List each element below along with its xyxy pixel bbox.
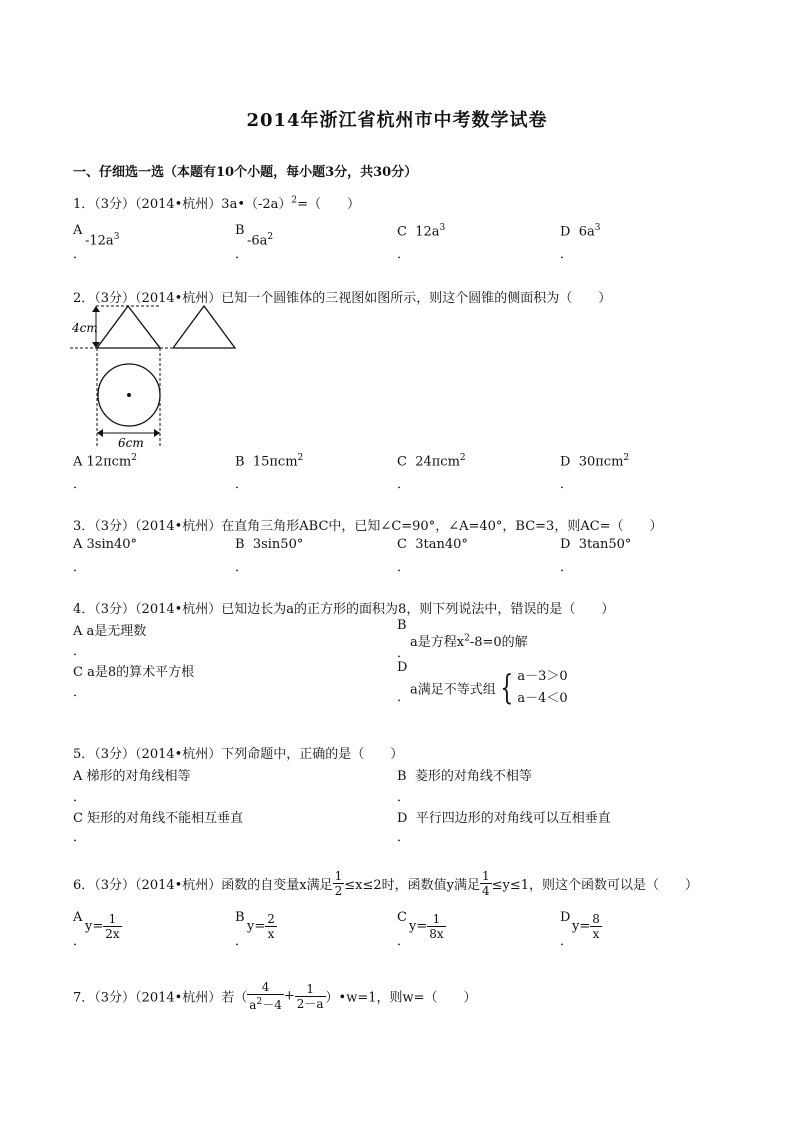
option-dot: ． — [73, 644, 87, 659]
option-b-2: B 15πcm$^2$ — [235, 453, 304, 470]
option-d-5: D 平行四边形的对角线可以互相垂直 — [397, 811, 611, 826]
option-dot: ． — [235, 560, 249, 575]
option-a-1: $-12a^3$ — [85, 232, 120, 249]
option-d-3: D 3tan50° — [560, 537, 632, 552]
option-letter: C — [397, 910, 407, 925]
fraction: $\frac{1}{2}$ — [334, 869, 343, 898]
option-letter: A — [73, 223, 83, 238]
option-dot: ． — [560, 934, 574, 949]
question-1-stem: 1．（3分）（2014•杭州）$3a•(-2a)^2=$（ ） — [73, 195, 361, 212]
option-letter: B — [397, 618, 407, 633]
arrow-up-icon — [92, 306, 100, 312]
brace-icon: { — [500, 668, 514, 708]
option-dot: ． — [73, 685, 87, 700]
option-dot: ． — [397, 560, 411, 575]
question-6-stem: 6．（3分）（2014•杭州）函数的自变量x满足 $\frac{1}{2}$ ≤x≤2时，函数值y满足 $\frac{1}{4}$ ≤y≤1，则这个函数可以是（ ） — [73, 869, 699, 898]
option-a-4: A a是无理数 — [73, 624, 147, 639]
option-dot: ． — [235, 934, 249, 949]
option-dot: ． — [73, 247, 87, 262]
option-dot: ． — [73, 790, 87, 805]
option-letter: D — [560, 910, 571, 925]
option-c-6: y= $\frac{1}{8x}$ — [409, 912, 444, 941]
option-dot: ． — [397, 790, 411, 805]
option-c-5: C 矩形的对角线不能相互垂直 — [73, 811, 244, 826]
option-dot: ． — [397, 477, 411, 492]
question-5-stem: 5．（3分）（2014•杭州）下列命题中，正确的是（ ） — [73, 747, 404, 762]
circle-center-dot — [127, 393, 131, 397]
option-dot: ． — [397, 934, 411, 949]
option-d-4: a满足不等式组 { a－3＞0 a－4＜0 — [410, 668, 568, 708]
option-c-2: C 24πcm$^2$ — [397, 453, 466, 470]
option-letter: B — [235, 223, 245, 238]
question-7-stem: 7．（3分）（2014•杭州）若（ $\frac{4}{a^2-4}$ + $\frac{1}{2-a}$ ）•w=1，则w=（ ） — [73, 980, 477, 1012]
option-dot: ． — [397, 247, 411, 262]
height-label: 4cm — [72, 321, 98, 335]
option-dot: ． — [397, 830, 411, 845]
option-dot: ． — [73, 934, 87, 949]
option-a-2: A 12πcm$^2$ — [73, 453, 137, 470]
inequality-1: a－3＞0 — [517, 669, 568, 684]
option-dot: ． — [73, 560, 87, 575]
arrow-right-icon — [154, 429, 160, 437]
page-title: 2014年浙江省杭州市中考数学试卷 — [246, 110, 548, 131]
section-heading: 一、仔细选一选（本题有10个小题，每小题3分，共30分） — [73, 165, 418, 180]
option-d-2: D 30πcm$^2$ — [560, 453, 630, 470]
arrow-left-icon — [97, 429, 103, 437]
option-letter: D — [397, 660, 408, 675]
side-view-triangle — [173, 306, 235, 348]
option-dot: ． — [73, 477, 87, 492]
option-d-1: D $6a^3$ — [560, 223, 601, 240]
question-2-stem: 2．（3分）（2014•杭州）已知一个圆锥体的三视图如图所示，则这个圆锥的侧面积为（ ） — [73, 291, 612, 306]
option-b-1: $-6a^2$ — [247, 232, 274, 249]
option-b-5: B 菱形的对角线不相等 — [397, 769, 532, 784]
cone-three-views-figure — [60, 300, 250, 452]
option-a-5: A 梯形的对角线相等 — [73, 769, 191, 784]
option-c-4: C a是8的算术平方根 — [73, 665, 195, 680]
option-b-3: B 3sin50° — [235, 537, 304, 552]
width-label: 6cm — [118, 436, 144, 450]
option-c-1: C $12a^3$ — [397, 223, 446, 240]
option-dot: ． — [397, 690, 411, 705]
fraction: $\frac{1}{2-a}$ — [296, 981, 324, 1011]
option-a-6: y= $\frac{1}{2x}$ — [85, 912, 120, 941]
option-a-3: A 3sin40° — [73, 537, 138, 552]
option-d-6: y= $\frac{8}{x}$ — [572, 912, 600, 941]
option-dot: ． — [235, 247, 249, 262]
option-b-4: a是方程$x^2-8=0$的解 — [410, 633, 528, 650]
fraction: $\frac{1}{4}$ — [482, 869, 490, 898]
option-letter: B — [235, 910, 245, 925]
option-dot: ． — [560, 247, 574, 262]
front-view-triangle — [97, 306, 160, 348]
option-b-6: y= $\frac{2}{x}$ — [247, 912, 275, 941]
question-4-stem: 4．（3分）（2014•杭州）已知边长为a的正方形的面积为8，则下列说法中，错误的是（ ） — [73, 602, 615, 617]
option-dot: ． — [73, 830, 87, 845]
option-dot: ． — [397, 646, 411, 661]
fraction: $\frac{4}{a^2-4}$ — [249, 980, 282, 1012]
option-c-3: C 3tan40° — [397, 537, 468, 552]
option-letter: A — [73, 910, 83, 925]
option-dot: ． — [560, 477, 574, 492]
inequality-2: a－4＜0 — [517, 691, 568, 706]
option-dot: ． — [560, 560, 574, 575]
question-3-stem: 3．（3分）（2014•杭州）在直角三角形ABC中，已知∠C=90°，∠A=40°，BC=3，则AC=（ ） — [73, 519, 663, 534]
option-dot: ． — [235, 477, 249, 492]
